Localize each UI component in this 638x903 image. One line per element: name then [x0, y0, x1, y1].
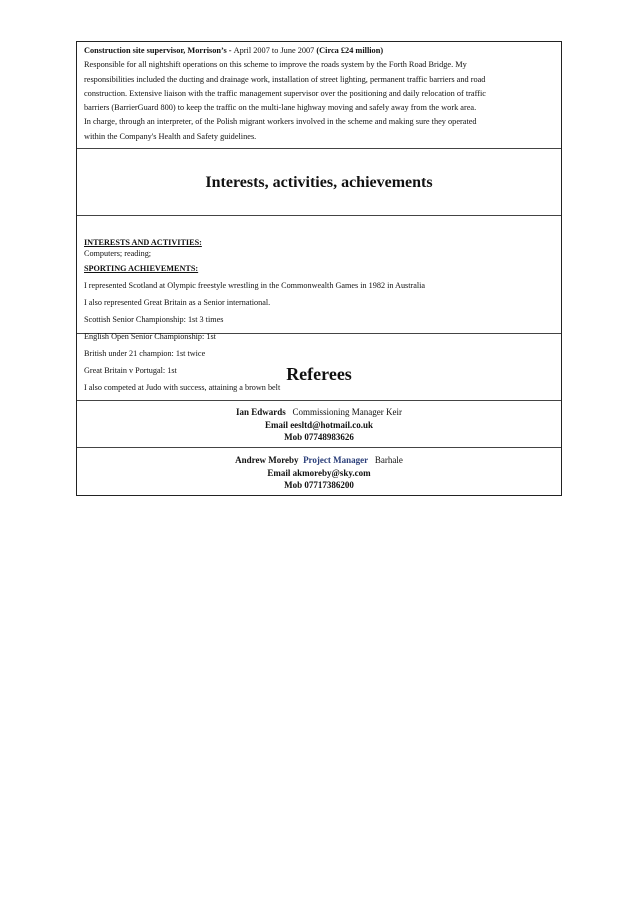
achievement-item: English Open Senior Championship: 1st [84, 332, 216, 341]
job-description-line: construction. Extensive liaison with the traffic management supervisor over the positioning and daily relocation of traffic [84, 88, 486, 98]
referee-name-line [77, 406, 561, 419]
referee-mobile: Mob 07748983626 [284, 432, 354, 442]
section-heading: Referees [286, 363, 352, 384]
referee-entry [77, 448, 561, 495]
referee-role: Commissioning Manager Keir [292, 407, 403, 417]
job-title: Construction site supervisor, Morrison’s - [84, 46, 232, 55]
cv-table [76, 41, 562, 496]
achievement-item: I represented Scotland at Olympic freestyle wrestling in the Commonwealth Games in 1982 in Australia [84, 281, 426, 290]
referee-name: Andrew Moreby [235, 455, 299, 465]
achievement-item: Great Britain v Portugal: 1st [84, 366, 177, 375]
achievement-item: British under 21 champion: 1st twice [84, 349, 206, 358]
achievement-item: I also represented Great Britain as a Senior international. [84, 298, 271, 307]
referee-company: Barhale [374, 455, 403, 465]
job-dates: April 2007 to June 2007 [233, 46, 315, 55]
referee-name: Ian Edwards [235, 407, 286, 417]
job-description-line: responsibilities included the ducting and drainage work, installation of street lighting, permanent traffic barriers and road [84, 74, 486, 84]
job-description-line: Responsible for all nightshift operations on this scheme to improve the roads system by the Forth Road Bridge. My [84, 60, 467, 70]
section-heading: Interests, activities, achievements [205, 174, 433, 191]
job-title-line [84, 44, 553, 58]
interests-heading-cell [77, 149, 561, 216]
job-description-line: barriers (BarrierGuard 800) to keep the traffic on the multi-lane highway moving and safely away from the work area. [84, 103, 477, 113]
job-entry [77, 42, 561, 149]
referee-email: Email akmoreby@sky.com [267, 467, 371, 478]
referee-name-line [77, 454, 561, 467]
job-description-line: within the Company's Health and Safety guidelines. [84, 131, 257, 141]
referee-email: Email eesltd@hotmail.co.uk [264, 419, 374, 430]
achievement-item: Scottish Senior Championship: 1st 3 times [84, 315, 224, 324]
job-description-line: In charge, through an interpreter, of the Polish migrant workers involved in the scheme and making sure they operated [84, 117, 477, 127]
referee-mobile: Mob 07717386200 [284, 480, 354, 490]
job-value: (Circa £24 million) [316, 46, 384, 55]
achievement-item: I also competed at Judo with success, attaining a brown belt [84, 383, 281, 392]
sporting-label: SPORTING ACHIEVEMENTS: [84, 264, 199, 273]
referee-role: Project Manager [303, 455, 369, 465]
referee-entry [77, 401, 561, 448]
interests-label: INTERESTS AND ACTIVITIES: [84, 238, 202, 247]
interests-text: Computers; reading; [84, 249, 152, 258]
